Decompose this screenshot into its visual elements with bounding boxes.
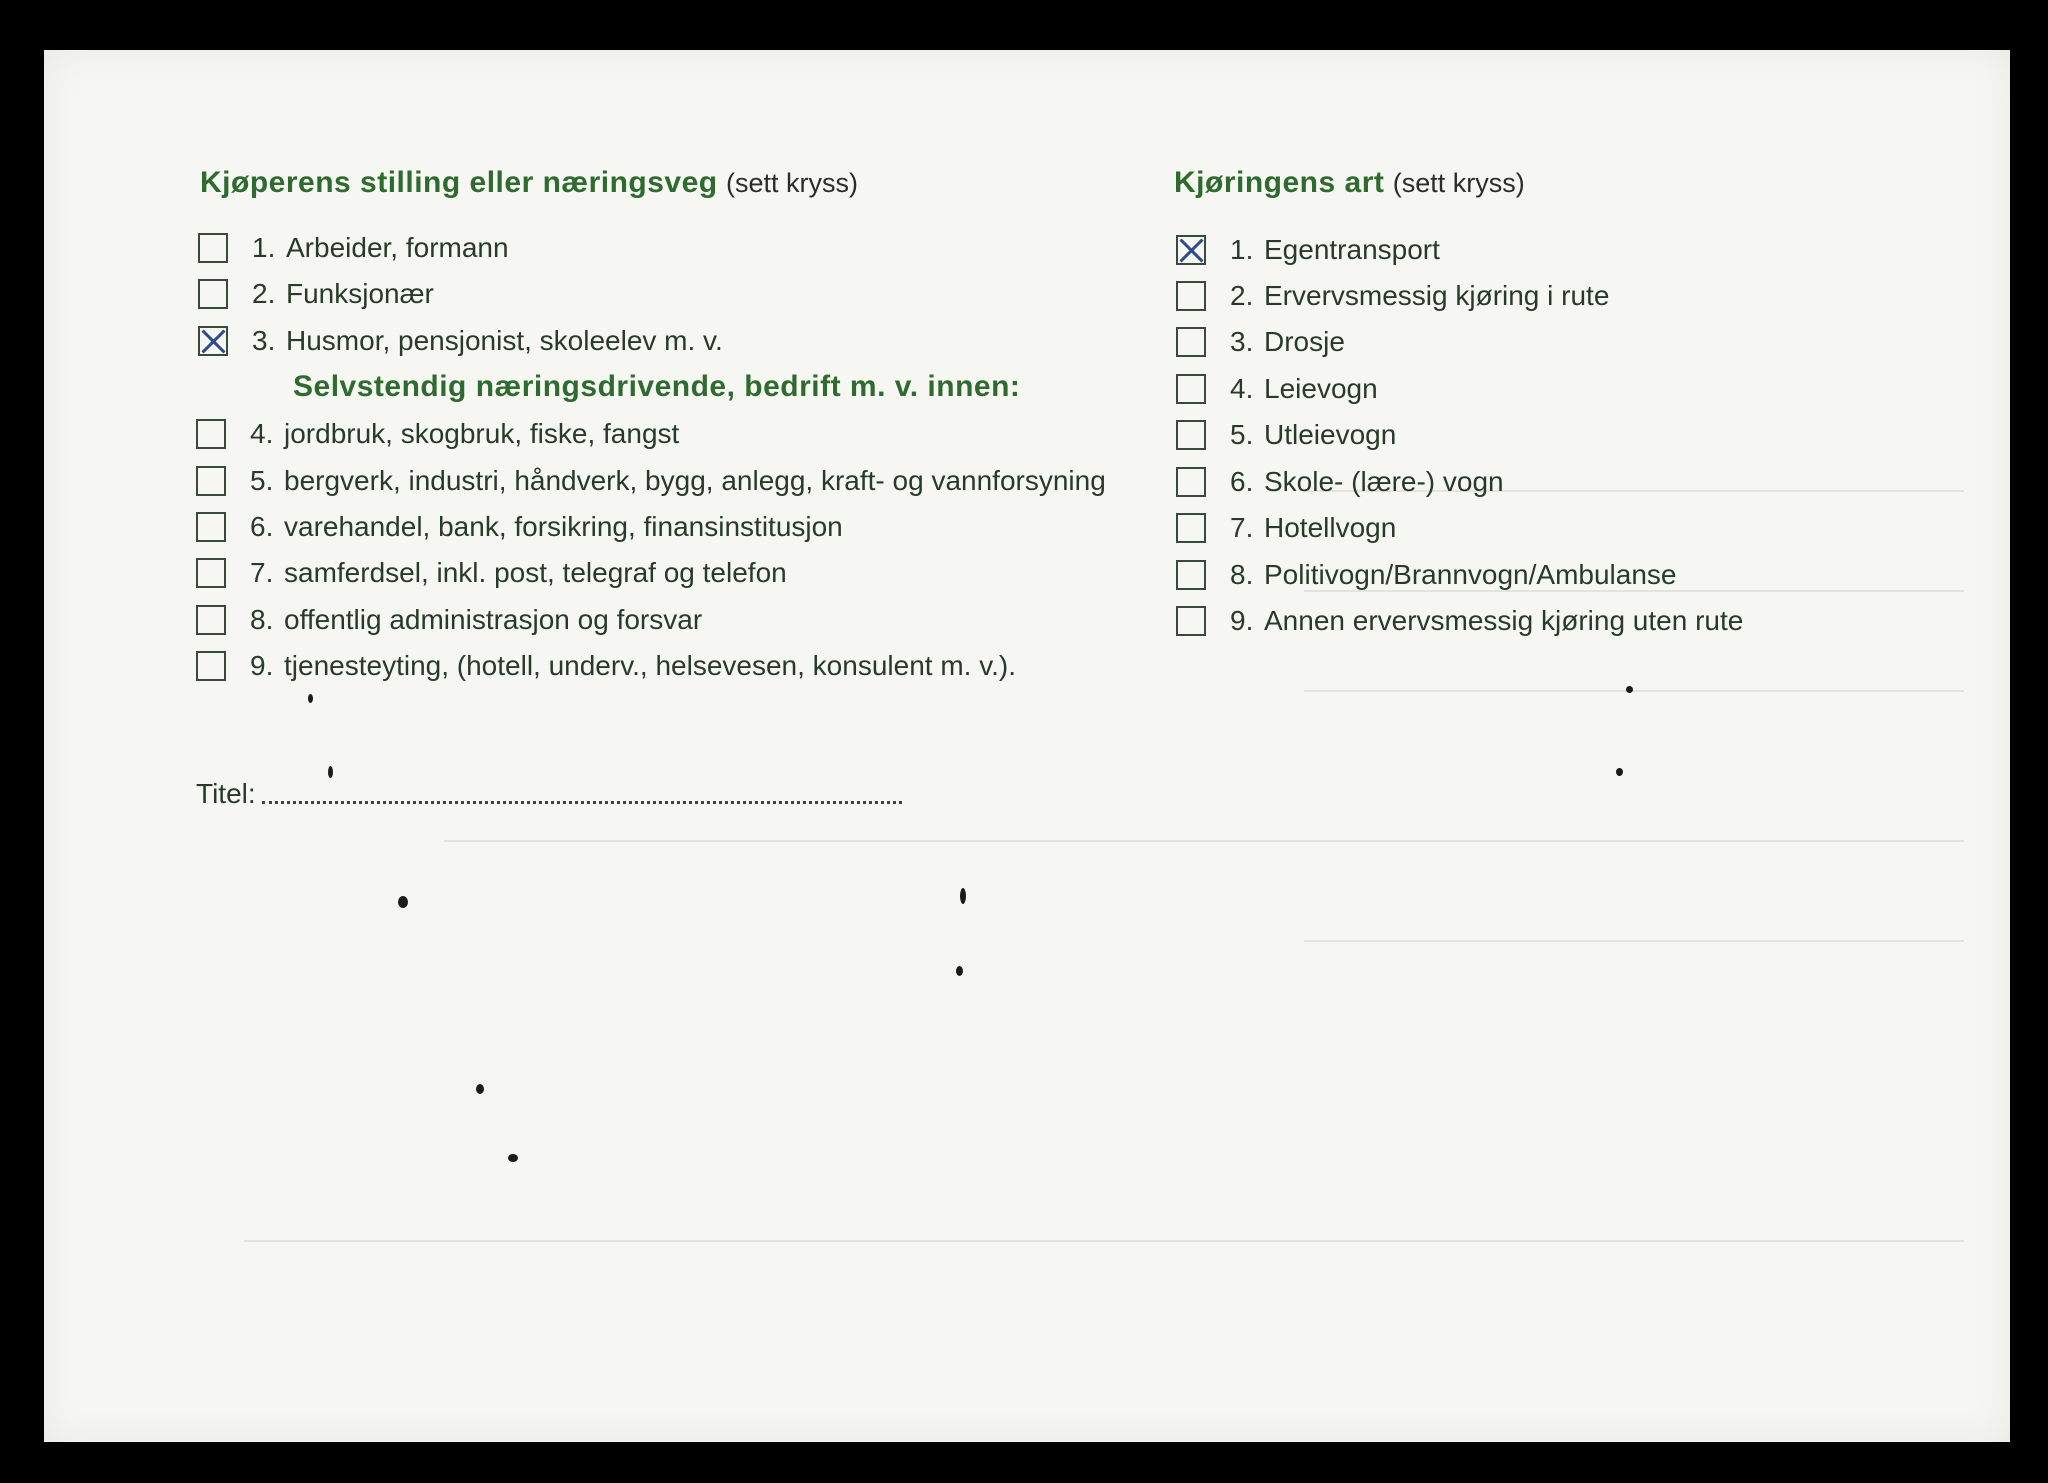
driving-option-2[interactable] [1176, 276, 1609, 316]
option-label: Utleievogn [1264, 419, 1397, 450]
option-label: Politivogn/Brannvogn/Ambulanse [1264, 559, 1677, 590]
checkbox-occupation-2[interactable] [198, 279, 228, 309]
checkbox-occupation-1[interactable] [198, 233, 228, 263]
buyer-occupation-heading-title: Kjøperens stilling eller næringsveg [200, 166, 718, 199]
option-number: 1. [252, 232, 276, 263]
option-number: 5. [1230, 419, 1254, 450]
buyer-occupation-heading [200, 166, 858, 200]
industry-option-7[interactable] [196, 553, 787, 593]
driving-type-heading-title: Kjøringens art [1174, 166, 1385, 199]
checkbox-industry-8[interactable] [196, 605, 226, 635]
option-label: samferdsel, inkl. post, telegraf og telefon [284, 557, 787, 588]
driving-option-8[interactable] [1176, 555, 1676, 595]
industry-option-6[interactable] [196, 507, 843, 547]
option-label: Husmor, pensjonist, skoleelev m. v. [286, 325, 723, 356]
checkbox-driving-8[interactable] [1176, 560, 1206, 590]
buyer-occupation-heading-note: (sett kryss) [725, 168, 858, 198]
checkbox-driving-6[interactable] [1176, 467, 1206, 497]
option-label: bergverk, industri, håndverk, bygg, anlegg, kraft- og vannforsyning [284, 465, 1106, 496]
occupation-option-2[interactable] [198, 274, 434, 314]
driving-type-heading [1174, 166, 1525, 200]
option-label: Egentransport [1264, 234, 1440, 265]
option-label: Arbeider, formann [286, 232, 509, 263]
title-label: Titel: [196, 778, 256, 809]
ink-speck [308, 694, 313, 703]
option-number: 6. [1230, 466, 1254, 497]
option-number: 6. [250, 511, 274, 542]
driving-type-heading-note: (sett kryss) [1392, 168, 1525, 198]
bleed-line [1304, 690, 1964, 692]
option-number: 5. [250, 465, 274, 496]
option-number: 1. [1230, 234, 1254, 265]
checkbox-industry-4[interactable] [196, 419, 226, 449]
checkbox-driving-2[interactable] [1176, 281, 1206, 311]
option-label: jordbruk, skogbruk, fiske, fangst [284, 418, 680, 449]
driving-option-5[interactable] [1176, 415, 1396, 455]
option-number: 7. [1230, 512, 1254, 543]
title-field[interactable] [196, 778, 902, 810]
driving-option-7[interactable] [1176, 508, 1396, 548]
industry-option-9[interactable] [196, 646, 1016, 686]
bleed-line [244, 1240, 1964, 1242]
ink-speck [1616, 768, 1623, 776]
checkbox-occupation-3-checked[interactable] [198, 326, 228, 356]
ink-speck [328, 766, 333, 778]
option-number: 8. [1230, 559, 1254, 590]
option-label: Leievogn [1264, 373, 1378, 404]
bleed-line [444, 840, 1964, 842]
option-number: 3. [252, 325, 276, 356]
driving-option-3[interactable] [1176, 322, 1345, 362]
option-number: 9. [1230, 605, 1254, 636]
option-number: 4. [1230, 373, 1254, 404]
checkbox-driving-4[interactable] [1176, 374, 1206, 404]
option-number: 3. [1230, 326, 1254, 357]
bleed-line [1304, 940, 1964, 942]
checkbox-driving-9[interactable] [1176, 606, 1206, 636]
title-input-line[interactable] [262, 801, 902, 804]
option-label: tjenesteyting, (hotell, underv., helsevesen, konsulent m. v.). [284, 650, 1017, 681]
occupation-option-1[interactable] [198, 228, 509, 268]
self-employed-subheading: Selvstendig næringsdrivende, bedrift m. v. innen: [293, 370, 1021, 403]
checkbox-driving-7[interactable] [1176, 513, 1206, 543]
option-label: Drosje [1264, 326, 1345, 357]
option-label: Hotellvogn [1264, 512, 1397, 543]
checkbox-industry-7[interactable] [196, 558, 226, 588]
checkbox-industry-6[interactable] [196, 512, 226, 542]
industry-option-5[interactable] [196, 461, 1106, 501]
driving-option-4[interactable] [1176, 369, 1378, 409]
checkbox-industry-9[interactable] [196, 651, 226, 681]
checkbox-driving-1-checked[interactable] [1176, 235, 1206, 265]
ink-speck [960, 888, 966, 904]
option-label: Funksjonær [286, 278, 434, 309]
checkbox-driving-3[interactable] [1176, 327, 1206, 357]
industry-option-8[interactable] [196, 600, 702, 640]
industry-option-4[interactable] [196, 414, 679, 454]
ink-speck [398, 896, 408, 908]
ink-speck [956, 966, 963, 976]
option-label: offentlig administrasjon og forsvar [284, 604, 703, 635]
checkbox-driving-5[interactable] [1176, 420, 1206, 450]
option-label: Skole- (lære-) vogn [1264, 466, 1504, 497]
option-label: varehandel, bank, forsikring, finansinstitusjon [284, 511, 843, 542]
ink-speck [476, 1084, 484, 1094]
ink-speck [508, 1154, 518, 1162]
occupation-option-3[interactable] [198, 321, 723, 361]
option-number: 9. [250, 650, 274, 681]
option-label: Ervervsmessig kjøring i rute [1264, 280, 1610, 311]
option-number: 2. [252, 278, 276, 309]
driving-option-6[interactable] [1176, 462, 1504, 502]
checkbox-industry-5[interactable] [196, 466, 226, 496]
ink-speck [1626, 686, 1633, 693]
option-label: Annen ervervsmessig kjøring uten rute [1264, 605, 1744, 636]
option-number: 8. [250, 604, 274, 635]
driving-option-1[interactable] [1176, 230, 1440, 270]
option-number: 2. [1230, 280, 1254, 311]
driving-option-9[interactable] [1176, 601, 1743, 641]
option-number: 7. [250, 557, 274, 588]
option-number: 4. [250, 418, 274, 449]
